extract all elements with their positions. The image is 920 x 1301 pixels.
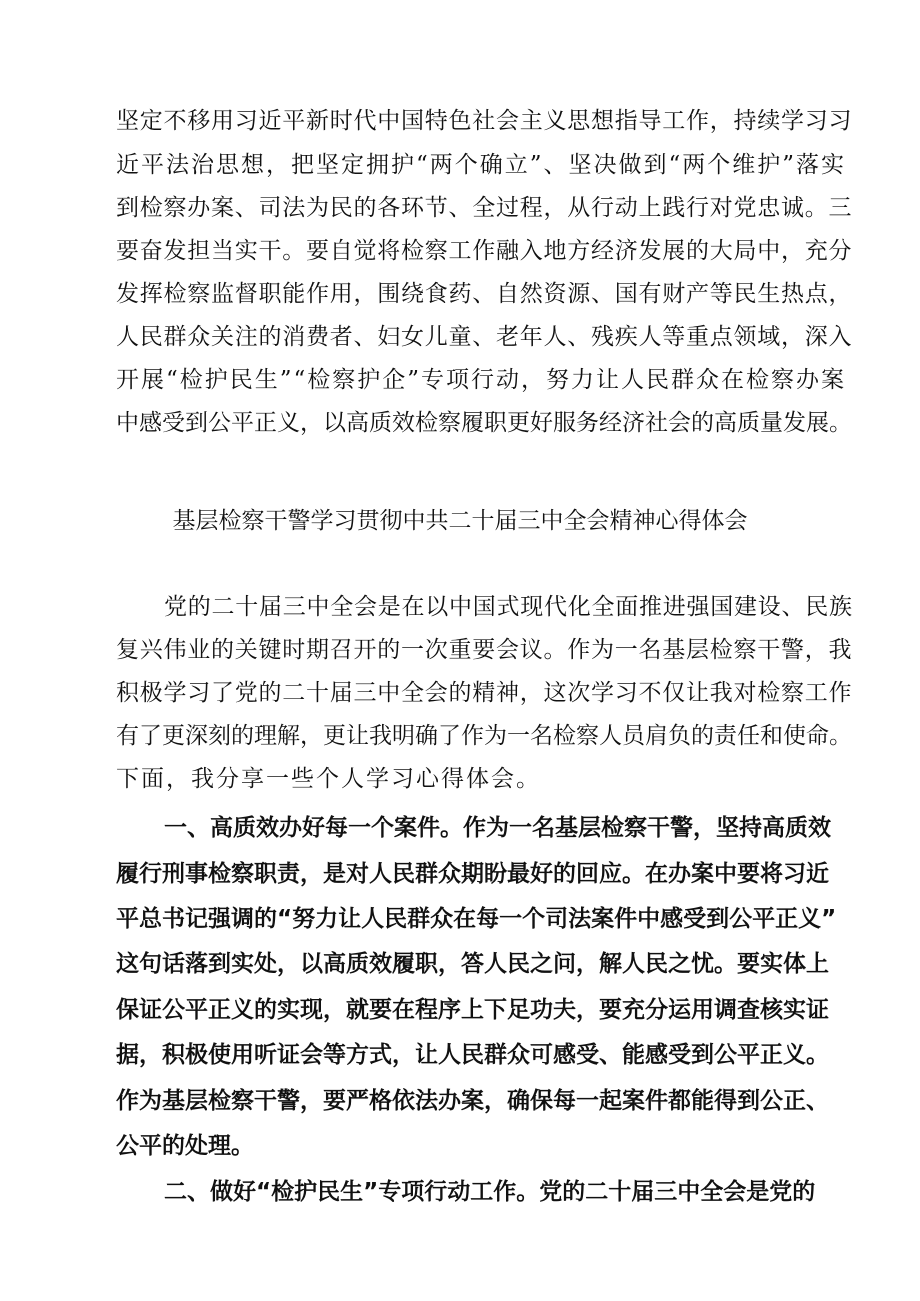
text-line: 平总书记强调的“努力让人民群众在每一个司法案件中感受到公平正义” (116, 906, 837, 932)
text-line: 党的二十届三中全会是在以中国式现代化全面推进强国建设、民族 (164, 594, 853, 620)
text-line: 下面，我分享一些个人学习心得体会。 (116, 766, 541, 792)
text-line: 坚定不移用习近平新时代中国特色社会主义思想指导工作，持续学习习 (116, 108, 853, 134)
text-line: 二、做好“检护民生”专项行动工作。党的二十届三中全会是党的 (164, 1179, 816, 1205)
article-title: 基层检察干警学习贯彻中共二十届三中全会精神心得体会 (172, 508, 748, 534)
text-line: 公平的处理。 (116, 1133, 254, 1159)
text-line: 作为基层检察干警，要严格依法办案，确保每一起案件都能得到公正、 (116, 1088, 829, 1114)
text-line: 一、高质效办好每一个案件。作为一名基层检察干警，坚持高质效 (164, 815, 831, 841)
text-line: 近平法治思想，把坚定拥护“两个确立”、坚决做到“两个维护”落实 (116, 152, 847, 178)
text-line: 据，积极使用听证会等方式，让人民群众可感受、能感受到公平正义。 (116, 1042, 829, 1068)
text-line: 发挥检察监督职能作用，围绕食药、自然资源、国有财产等民生热点， (116, 281, 853, 307)
text-line: 中感受到公平正义，以高质效检察履职更好服务经济社会的高质量发展。 (116, 410, 852, 436)
text-line: 要奋发担当实干。要自觉将检察工作融入地方经济发展的大局中，充分 (116, 238, 853, 264)
text-line: 复兴伟业的关键时期召开的一次重要会议。作为一名基层检察干警，我 (116, 637, 853, 663)
text-line: 这句话落到实处，以高质效履职，答人民之问，解人民之忧。要实体上 (116, 951, 829, 977)
text-line: 到检察办案、司法为民的各环节、全过程，从行动上践行对党忠诚。三 (116, 195, 853, 221)
text-line: 开展“检护民生”“检察护企”专项行动，努力让人民群众在检察办案 (116, 367, 847, 393)
text-line: 积极学习了党的二十届三中全会的精神，这次学习不仅让我对检察工作 (116, 680, 853, 706)
text-line: 履行刑事检察职责，是对人民群众期盼最好的回应。在办案中要将习近 (116, 861, 829, 887)
text-line: 人民群众关注的消费者、妇女儿童、老年人、残疾人等重点领域，深入 (116, 324, 853, 350)
text-line: 有了更深刻的理解，更让我明确了作为一名检察人员肩负的责任和使命。 (116, 723, 852, 749)
text-line: 保证公平正义的实现，就要在程序上下足功夫，要充分运用调查核实证 (116, 997, 829, 1023)
